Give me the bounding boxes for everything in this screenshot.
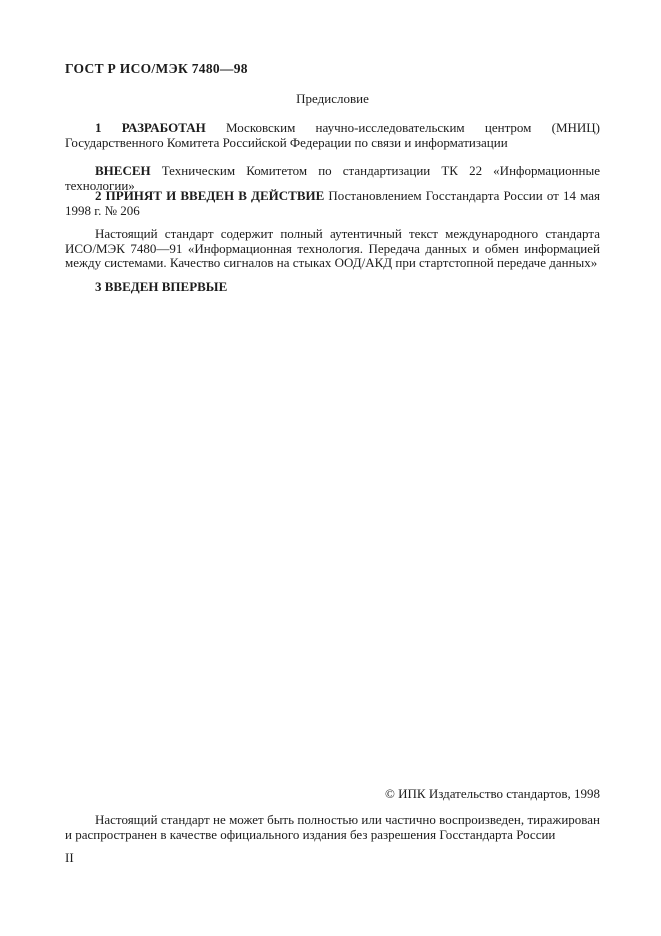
clause-lead: 2 ПРИНЯТ И ВВЕДЕН В ДЕЙСТВИЕ bbox=[95, 188, 325, 203]
clause-lead: ВНЕСЕН bbox=[95, 163, 151, 178]
preface-title: Предисловие bbox=[296, 91, 369, 106]
clause-lead: 3 ВВЕДЕН ВПЕРВЫЕ bbox=[95, 279, 228, 294]
reproduction-restriction-note: Настоящий стандарт не может быть полностью или частично воспроизведен, тиражирован и распространен в качестве официального издания без разрешения Госстандарта России bbox=[65, 812, 600, 842]
paragraph-adopted bbox=[65, 189, 600, 218]
clause-text: Московским научно-исследовательским центром (МНИЦ) Государственного Комитета Российской Федерации по связи и информатизации bbox=[65, 120, 601, 150]
paragraph-introduced-first-time bbox=[65, 280, 600, 295]
clause-text: Настоящий стандарт содержит полный аутентичный текст международного стандарта ИСО/МЭК 7480—91 «Информационная технология. Передача данных и обмен информацией между системами. Качество сигналов на стыках ООД/АКД при стартстопной передаче данных» bbox=[65, 226, 600, 270]
clause-text: Техническим Комитетом по стандартизации ТК 22 «Информационные технологии» bbox=[65, 163, 600, 193]
page-number: II bbox=[65, 850, 74, 865]
clause-text: Постановлением Госстандарта России от 14 мая 1998 г. № 206 bbox=[65, 188, 600, 218]
paragraph-developed-by bbox=[65, 121, 600, 150]
paragraph-standard-content bbox=[65, 227, 600, 271]
document-code: ГОСТ Р ИСО/МЭК 7480—98 bbox=[65, 61, 248, 76]
clause-lead: 1 РАЗРАБОТАН bbox=[95, 120, 206, 135]
copyright-line: © ИПК Издательство стандартов, 1998 bbox=[385, 786, 600, 801]
